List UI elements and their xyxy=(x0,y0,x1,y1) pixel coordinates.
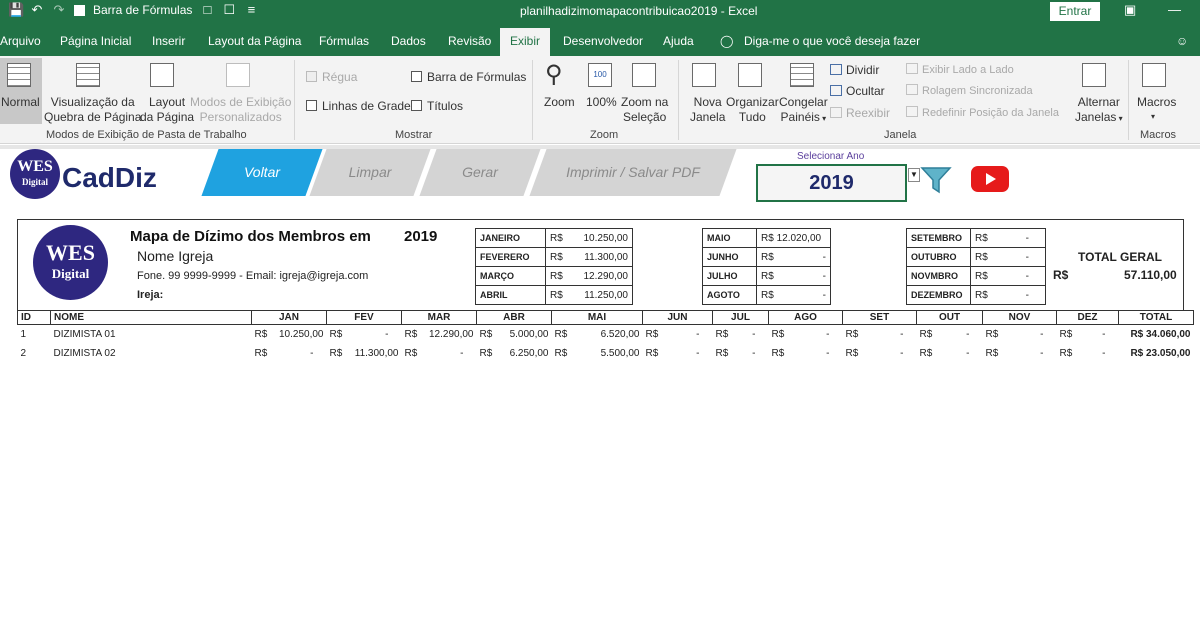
ribbon-exibir xyxy=(0,56,1200,144)
tell-me-search[interactable]: Diga-me o que você deseja fazer xyxy=(744,34,921,48)
cell-jun: R$ - xyxy=(645,347,700,359)
col-header: TOTAL xyxy=(1119,311,1194,325)
cell-set: R$ - xyxy=(845,328,904,340)
col-header: DEZ xyxy=(1057,311,1119,325)
freeze-panes-button[interactable]: Congelar Painéis ▾ xyxy=(779,95,828,124)
month-name: FEVERERO xyxy=(476,248,546,267)
month-row xyxy=(476,267,633,286)
col-header: ABR xyxy=(477,311,552,325)
total-geral-value: 57.110,00 xyxy=(1124,268,1177,282)
total-geral-label: TOTAL GERAL xyxy=(1078,250,1162,264)
customize-qa-icon[interactable]: ≡ xyxy=(247,2,256,17)
ruler-checkbox[interactable]: Régua xyxy=(306,70,357,85)
page-layout-button[interactable]: Layout da Página xyxy=(140,95,195,124)
col-header: JUL xyxy=(713,311,769,325)
cell-jul: R$ - xyxy=(715,347,756,359)
cell-id: 2 xyxy=(20,347,27,359)
church-label: Ireja: xyxy=(137,289,164,301)
col-header: OUT xyxy=(917,311,983,325)
cell-nov: R$ - xyxy=(985,347,1044,359)
cell-jan: R$ 10.250,00 xyxy=(254,328,324,340)
new-window-icon xyxy=(692,63,716,87)
col-header: JUN xyxy=(643,311,713,325)
month-row xyxy=(476,286,633,305)
cell-total: R$ 34.060,00 xyxy=(1130,328,1191,340)
church-contact: Fone. 99 9999-9999 - Email: igreja@igreja.com xyxy=(137,270,369,282)
month-name: JUNHO xyxy=(703,248,757,267)
month-row xyxy=(476,229,633,248)
zoom-100-button[interactable]: 100% xyxy=(586,95,617,109)
months-table-q2 xyxy=(702,228,831,305)
page-break-preview-icon xyxy=(76,63,100,87)
tab-revisao[interactable]: Revisão xyxy=(448,34,492,48)
voltar-button[interactable]: Voltar xyxy=(201,149,322,196)
normal-view-button[interactable]: Normal xyxy=(1,95,40,109)
limpar-button[interactable]: Limpar xyxy=(309,149,430,196)
gridlines-checkbox[interactable]: Linhas de Grade xyxy=(306,99,411,114)
tab-exibir[interactable]: Exibir xyxy=(500,28,550,56)
group-separator xyxy=(532,60,533,140)
tab-dados[interactable]: Dados xyxy=(391,34,426,48)
redo-icon[interactable]: ↷ xyxy=(53,2,65,17)
total-geral-currency: R$ xyxy=(1053,268,1069,282)
cell-nov: R$ - xyxy=(985,328,1044,340)
months-table-q1 xyxy=(475,228,633,305)
month-name: MARÇO xyxy=(476,267,546,286)
page-layout-icon xyxy=(150,63,174,87)
group-separator xyxy=(294,60,295,140)
month-value: R$ - xyxy=(971,286,1046,305)
imprimir-pdf-button[interactable]: Imprimir / Salvar PDF xyxy=(529,149,736,196)
tab-arquivo[interactable]: Arquivo xyxy=(0,34,41,48)
month-row xyxy=(476,248,633,267)
group-separator xyxy=(678,60,679,140)
cell-dez: R$ - xyxy=(1059,328,1106,340)
formula-bar-label: Barra de Fórmulas xyxy=(93,3,193,17)
month-row xyxy=(703,267,831,286)
col-header: AGO xyxy=(769,311,843,325)
month-value: R$ - xyxy=(971,248,1046,267)
col-header: NOV xyxy=(983,311,1057,325)
filter-icon[interactable] xyxy=(920,164,952,196)
minimize-icon[interactable]: — xyxy=(1168,2,1181,17)
lightbulb-icon: ◯ xyxy=(720,34,734,48)
group-label-macros: Macros xyxy=(1140,129,1177,141)
col-header: MAI xyxy=(552,311,643,325)
group-label-views: Modos de Exibição de Pasta de Trabalho xyxy=(46,129,247,141)
group-label-show: Mostrar xyxy=(395,129,433,141)
ribbon-tabs xyxy=(0,24,1200,56)
month-value: R$ - xyxy=(757,248,831,267)
table-row[interactable] xyxy=(18,344,1194,363)
col-header: SET xyxy=(843,311,917,325)
sync-scroll-button[interactable]: Rolagem Sincronizada xyxy=(906,84,1033,99)
select-year-label: Selecionar Ano xyxy=(797,151,865,162)
new-file-icon[interactable]: □ xyxy=(203,2,212,17)
share-icon[interactable]: ☺ xyxy=(1176,34,1189,48)
cell-out: R$ - xyxy=(919,347,970,359)
col-header: FEV xyxy=(327,311,402,325)
hide-button[interactable]: Ocultar xyxy=(830,84,885,99)
formula-bar-checkbox[interactable] xyxy=(74,5,85,16)
custom-views-button[interactable]: Modos de Exibição Personalizados xyxy=(190,95,292,124)
gerar-button[interactable]: Gerar xyxy=(419,149,540,196)
month-name: NOVMBRO xyxy=(907,267,971,286)
cell-name: DIZIMISTA 02 xyxy=(53,347,116,359)
cell-fev: R$ - xyxy=(329,328,389,340)
cell-abr: R$ 6.250,00 xyxy=(479,347,549,359)
table-row[interactable] xyxy=(18,325,1194,344)
cell-total: R$ 23.050,00 xyxy=(1130,347,1191,359)
tab-desenvolvedor[interactable]: Desenvolvedor xyxy=(563,34,644,48)
report-logo: WES Digital xyxy=(33,225,108,300)
month-name: AGOTO xyxy=(703,286,757,305)
col-header: NOME xyxy=(51,311,252,325)
table-header-row xyxy=(18,311,1194,325)
month-name: SETEMBRO xyxy=(907,229,971,248)
month-value: R$ - xyxy=(757,286,831,305)
cell-mar: R$ 12.290,00 xyxy=(404,328,474,340)
cell-id: 1 xyxy=(20,328,27,340)
month-name: JANEIRO xyxy=(476,229,546,248)
sign-in-button[interactable]: Entrar xyxy=(1050,2,1100,21)
freeze-panes-icon xyxy=(790,63,814,87)
group-separator xyxy=(1128,60,1129,140)
macros-dropdown-icon[interactable]: ▾ xyxy=(1151,112,1156,121)
cell-jul: R$ - xyxy=(715,328,756,340)
ribbon-display-icon[interactable]: ▣ xyxy=(1124,2,1137,17)
month-name: MAIO xyxy=(703,229,757,248)
cell-ago: R$ - xyxy=(771,347,830,359)
month-name: JULHO xyxy=(703,267,757,286)
report-year: 2019 xyxy=(404,228,438,245)
year-dropdown-icon[interactable]: ▼ xyxy=(908,168,920,182)
unhide-button[interactable]: Reexibir xyxy=(830,106,890,121)
cell-fev: R$ 11.300,00 xyxy=(329,347,399,359)
save-icon[interactable]: 💾 xyxy=(8,2,25,17)
month-value: R$ 11.250,00 xyxy=(546,286,633,305)
col-header: ID xyxy=(18,311,51,325)
macros-button[interactable]: Macros xyxy=(1137,95,1177,109)
zoom-selection-button[interactable]: Zoom na Seleção xyxy=(621,95,669,124)
headings-checkbox[interactable]: Títulos xyxy=(411,99,463,114)
month-name: ABRIL xyxy=(476,286,546,305)
zoom-selection-icon xyxy=(632,63,656,87)
title-bar xyxy=(0,0,1200,24)
zoom-magnifier-icon: ⚲ xyxy=(545,61,563,88)
tab-layout-pagina[interactable]: Layout da Página xyxy=(208,34,302,48)
month-row xyxy=(907,267,1046,286)
macros-icon xyxy=(1142,63,1166,87)
month-row xyxy=(907,286,1046,305)
month-value: R$ 12.290,00 xyxy=(546,267,633,286)
month-row xyxy=(907,229,1046,248)
side-by-side-button[interactable]: Exibir Lado a Lado xyxy=(906,63,1014,78)
tab-pagina-inicial[interactable]: Página Inicial xyxy=(60,34,132,48)
new-window-button[interactable]: Nova Janela xyxy=(690,95,726,124)
church-name: Nome Igreja xyxy=(137,248,214,264)
tab-formulas[interactable]: Fórmulas xyxy=(319,34,370,48)
cell-mai: R$ 6.520,00 xyxy=(554,328,640,340)
month-value: R$ 12.020,00 xyxy=(757,229,831,248)
arrange-all-icon xyxy=(738,63,762,87)
tab-inserir[interactable]: Inserir xyxy=(152,34,186,48)
cell-mai: R$ 5.500,00 xyxy=(554,347,640,359)
month-row xyxy=(703,248,831,267)
youtube-icon[interactable] xyxy=(971,166,1009,192)
arrange-all-button[interactable]: Organizar Tudo xyxy=(726,95,779,124)
month-row xyxy=(703,286,831,305)
split-button[interactable]: Dividir xyxy=(830,63,879,78)
custom-views-icon xyxy=(226,63,250,87)
col-header: MAR xyxy=(402,311,477,325)
undo-icon[interactable]: ↶ xyxy=(31,2,43,17)
month-row xyxy=(907,248,1046,267)
cell-jan: R$ - xyxy=(254,347,314,359)
month-row xyxy=(703,229,831,248)
year-select[interactable]: 2019 xyxy=(756,164,907,202)
quick-access-toolbar xyxy=(8,3,258,17)
cell-name: DIZIMISTA 01 xyxy=(53,328,116,340)
cell-jun: R$ - xyxy=(645,328,700,340)
wes-digital-logo: WES Digital xyxy=(10,149,60,199)
cell-ago: R$ - xyxy=(771,328,830,340)
print-preview-icon[interactable]: ☐ xyxy=(223,2,236,17)
cell-set: R$ - xyxy=(845,347,904,359)
month-name: DEZEMBRO xyxy=(907,286,971,305)
month-value: R$ 10.250,00 xyxy=(546,229,633,248)
reset-window-position-button[interactable]: Redefinir Posição da Janela xyxy=(906,106,1059,121)
cell-dez: R$ - xyxy=(1059,347,1106,359)
month-name: OUTUBRO xyxy=(907,248,971,267)
group-label-window: Janela xyxy=(884,129,917,141)
month-value: R$ - xyxy=(757,267,831,286)
cell-out: R$ - xyxy=(919,328,970,340)
cell-abr: R$ 5.000,00 xyxy=(479,328,549,340)
switch-windows-button[interactable]: Alternar Janelas ▾ xyxy=(1075,95,1123,124)
window-title: planilhadizimomapacontribuicao2019 - Excel xyxy=(520,4,758,18)
tab-ajuda[interactable]: Ajuda xyxy=(663,34,694,48)
month-value: R$ 11.300,00 xyxy=(546,248,633,267)
report-title: Mapa de Dízimo dos Membros em xyxy=(130,228,371,245)
cell-mar: R$ - xyxy=(404,347,464,359)
group-label-zoom: Zoom xyxy=(590,129,619,141)
col-header: JAN xyxy=(252,311,327,325)
brand-name: CadDiz xyxy=(62,162,157,193)
normal-view-icon xyxy=(7,63,31,87)
month-value: R$ - xyxy=(971,267,1046,286)
formula-bar-checkbox-ribbon[interactable]: Barra de Fórmulas xyxy=(411,70,526,85)
month-value: R$ - xyxy=(971,229,1046,248)
switch-windows-icon xyxy=(1082,63,1106,87)
months-table-q3 xyxy=(906,228,1046,305)
page-break-preview-button[interactable]: Visualização da Quebra de Página xyxy=(44,95,142,124)
zoom-100-icon: 100 xyxy=(588,63,612,87)
zoom-button[interactable]: Zoom xyxy=(544,95,575,109)
members-table xyxy=(17,310,1194,363)
